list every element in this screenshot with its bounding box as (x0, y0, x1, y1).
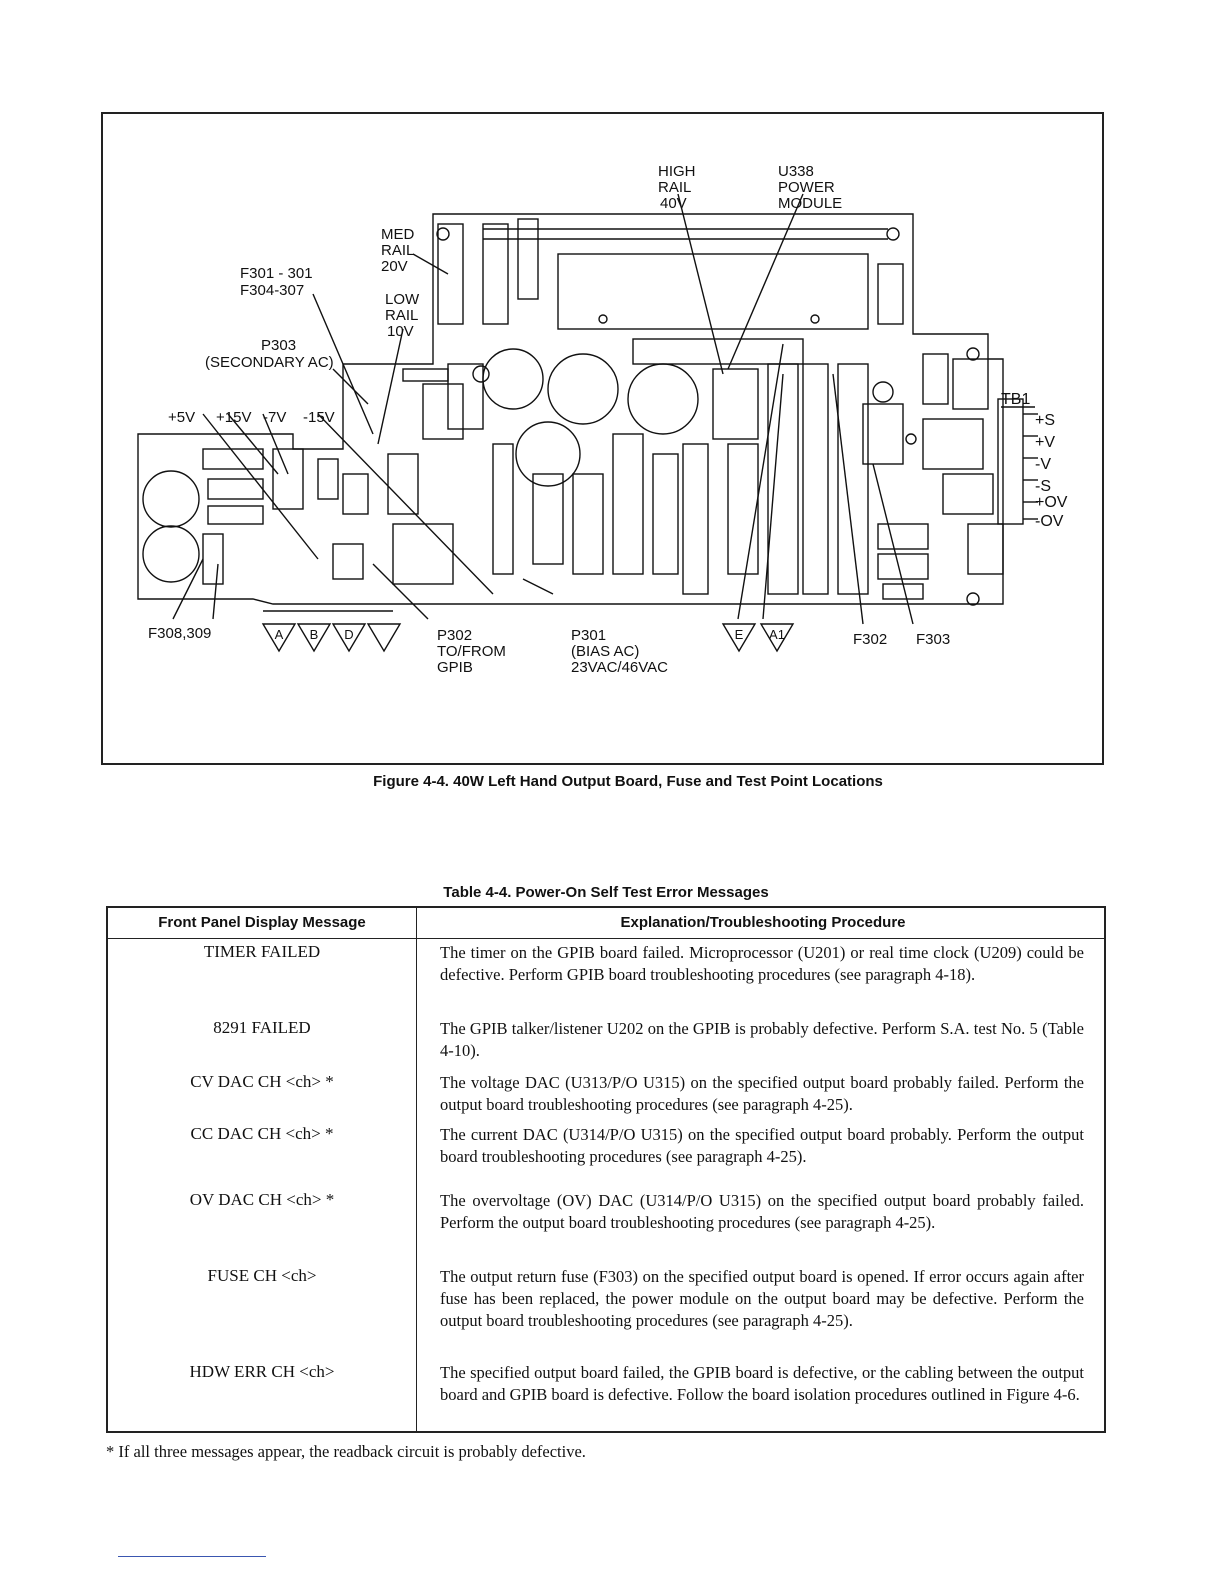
label-terminal-plus-s: +S (1035, 412, 1056, 429)
table-caption: Table 4-4. Power-On Self Test Error Messages (443, 884, 769, 901)
label-terminal-plus-ov: +OV (1035, 494, 1068, 511)
label-p303: P303 (261, 337, 297, 354)
power-module-outline (558, 254, 868, 329)
test-point-e: E (734, 627, 744, 642)
label-high-rail-2: RAIL (658, 179, 692, 196)
row-explanation: The voltage DAC (U313/P/O U315) on the specified output board probably failed. Perform the output board troubleshooting procedures (see paragraph 4-25). (440, 1073, 1084, 1114)
row-explanation: The output return fuse (F303) on the specified output board is opened. If error occurs again after fuse has been replaced, the power module on the output board may be defective. Perform the output board troubleshooting procedures (see paragraph 4-25). (440, 1267, 1084, 1330)
label-low-rail-2: RAIL (385, 307, 419, 324)
test-point-d: D (344, 627, 354, 642)
row-explanation: The timer on the GPIB board failed. Microprocessor (U201) or real time clock (U209) could be defective. Perform GPIB board troubleshooting procedures (see paragraph 4-18). (440, 943, 1084, 984)
label-f301: F301 - 301 (240, 265, 313, 282)
label-med-rail-1: MED (381, 226, 415, 243)
row-message: CC DAC CH <ch> * (190, 1124, 334, 1143)
label-f304: F304-307 (240, 282, 305, 299)
label-p302-1: P302 (437, 627, 473, 644)
label-terminal-minus-ov: -OV (1035, 513, 1064, 530)
label-low-rail-1: LOW (385, 291, 420, 308)
label-low-rail-3: 10V (387, 323, 414, 340)
label-high-rail-1: HIGH (658, 163, 696, 180)
label-minus7v: -7V (263, 409, 287, 426)
row-message: OV DAC CH <ch> * (189, 1190, 335, 1209)
header-rule (108, 938, 1104, 939)
label-f302: F302 (853, 631, 888, 648)
label-p301-3: 23VAC/46VAC (571, 659, 668, 676)
label-terminal-minus-s: -S (1035, 478, 1051, 495)
label-p302-2: TO/FROM (437, 643, 506, 660)
footnote: * If all three messages appear, the readback circuit is probably defective. (106, 1442, 586, 1461)
row-message: HDW ERR CH <ch> (189, 1362, 335, 1381)
label-p301-2: (BIAS AC) (571, 643, 640, 660)
figure-frame (101, 112, 1104, 765)
label-plus15v: +15V (216, 409, 252, 426)
label-med-rail-2: RAIL (381, 242, 415, 259)
label-minus15v: -15V (303, 409, 335, 426)
label-f303: F303 (916, 631, 951, 648)
label-terminal-plus-v: +V (1035, 434, 1056, 451)
page-rule (118, 1556, 266, 1557)
label-p302-3: GPIB (437, 659, 473, 676)
label-high-rail-3: 40V (660, 195, 687, 212)
row-message: FUSE CH <ch> (207, 1266, 317, 1285)
row-explanation: The GPIB talker/listener U202 on the GPIB is probably defective. Perform S.A. test No. 5 (Table 4-10). (440, 1019, 1084, 1060)
label-secondary-ac: (SECONDARY AC) (205, 354, 334, 371)
label-f308: F308,309 (148, 625, 212, 642)
row-explanation: The overvoltage (OV) DAC (U314/P/O U315) on the specified output board probably failed. Perform the output board troubleshooting procedures (see paragraph 4-25). (440, 1191, 1084, 1232)
column-header-message: Front Panel Display Message (158, 914, 366, 931)
column-header-explanation: Explanation/Troubleshooting Procedure (620, 914, 906, 931)
test-point-b: B (309, 627, 319, 642)
test-point-a1: A1 (769, 627, 785, 642)
row-message: 8291 FAILED (213, 1018, 311, 1037)
label-plus5v: +5V (168, 409, 196, 426)
row-explanation: The specified output board failed, the GPIB board is defective, or the cabling between the output board and GPIB board is defective. Follow the board isolation procedures outlined in Figure 4-6. (440, 1363, 1084, 1404)
label-p301-1: P301 (571, 627, 607, 644)
circuit-board-diagram (103, 114, 1103, 764)
test-point-a: A (274, 627, 284, 642)
test-point-triangles (263, 624, 793, 651)
figure-caption: Figure 4-4. 40W Left Hand Output Board, Fuse and Test Point Locations (373, 773, 883, 790)
column-divider (416, 908, 417, 1431)
label-u338-1: U338 (778, 163, 814, 180)
row-explanation: The current DAC (U314/P/O U315) on the specified output board probably. Perform the output board troubleshooting procedures (see paragraph 4-25). (440, 1125, 1084, 1166)
row-message: TIMER FAILED (203, 942, 321, 961)
error-message-table (106, 906, 1106, 1433)
label-tb1: TB1 (1001, 391, 1031, 408)
label-u338-3: MODULE (778, 195, 843, 212)
label-terminal-minus-v: -V (1035, 456, 1051, 473)
label-u338-2: POWER (778, 179, 835, 196)
row-message: CV DAC CH <ch> * (190, 1072, 334, 1091)
label-med-rail-3: 20V (381, 258, 408, 275)
